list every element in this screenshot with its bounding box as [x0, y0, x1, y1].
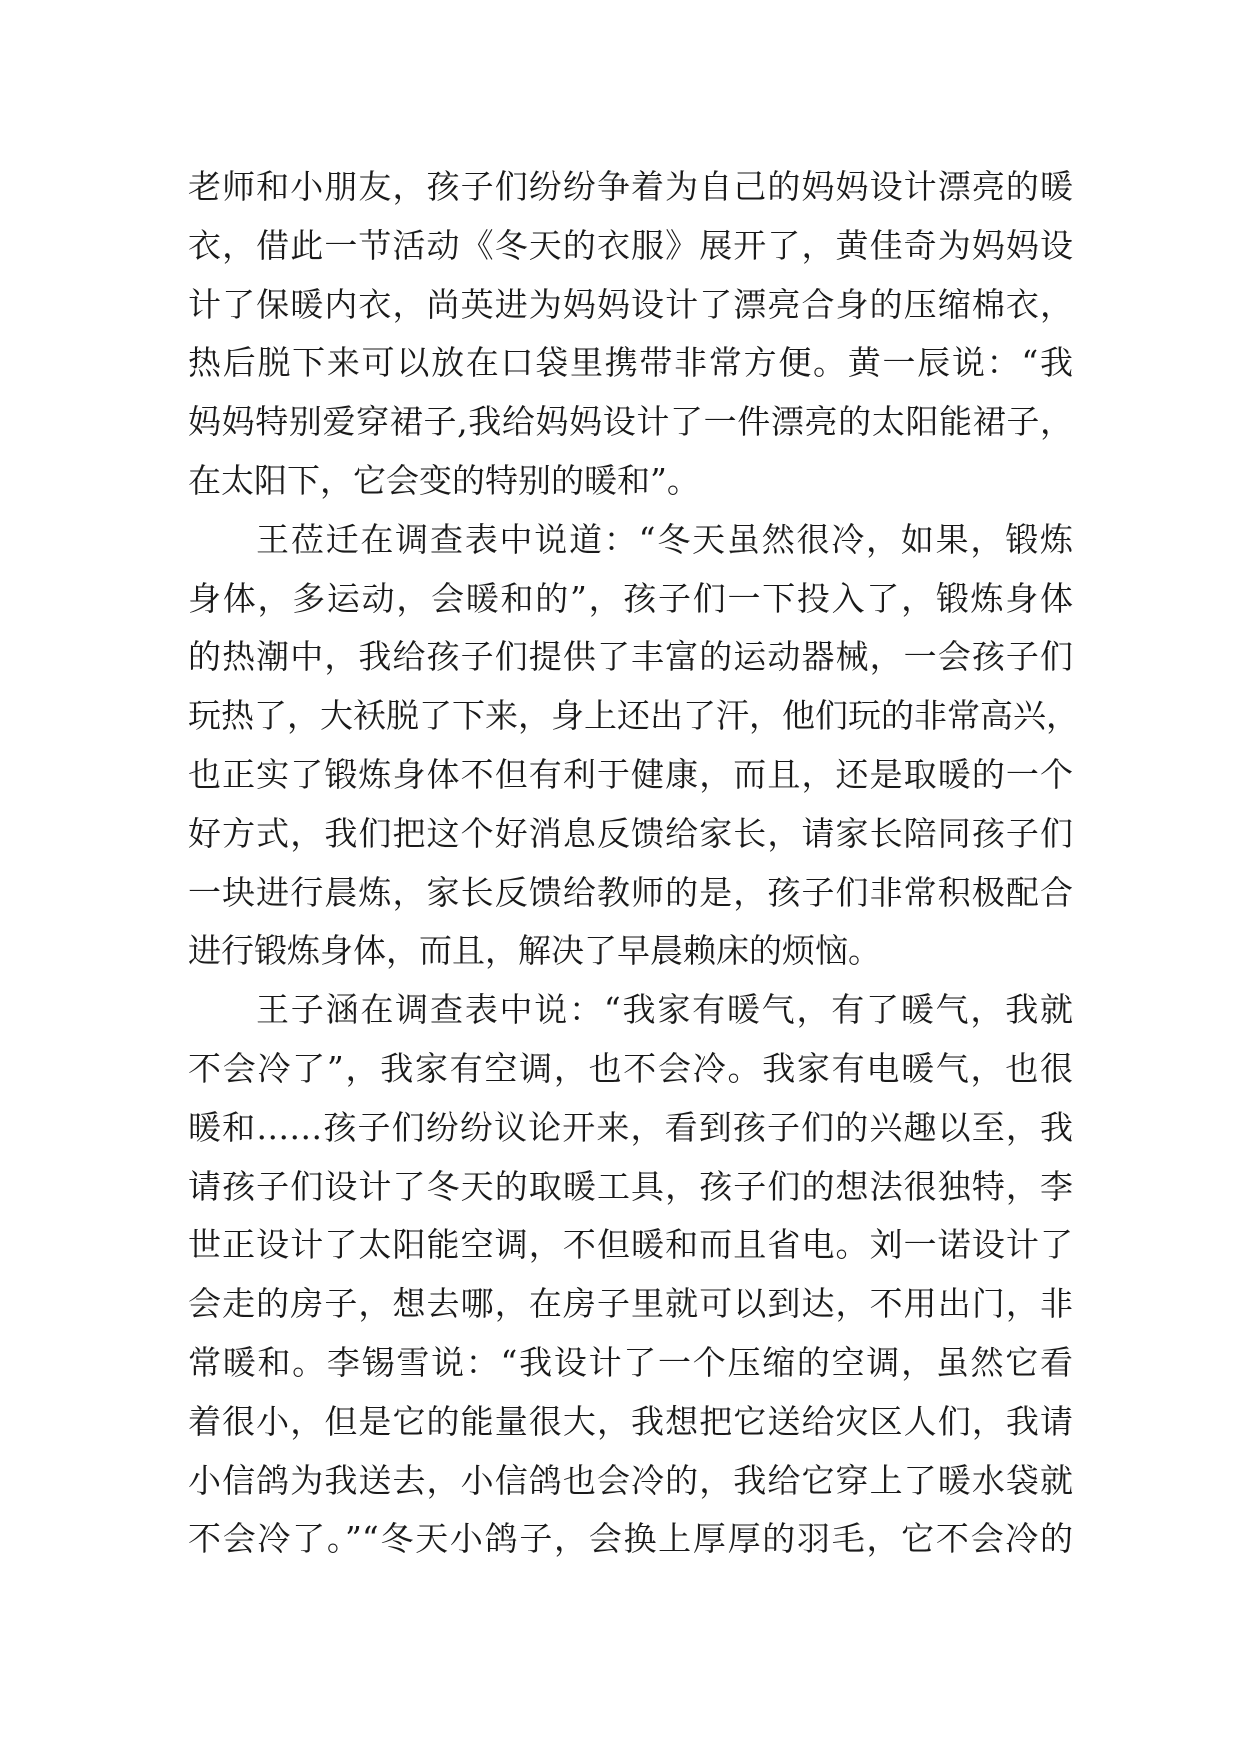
paragraph-1-line-5: 妈妈特别爱穿裙子,我给妈妈设计了一件漂亮的太阳能裙子， [188, 402, 1073, 442]
paragraph-3-line-3: 暖和……孩子们纷纷议论开来，看到孩子们的兴趣以至，我 [188, 1107, 1073, 1147]
paragraph-2-line-4: 玩热了，大袄脱了下来，身上还出了汗，他们玩的非常高兴， [188, 696, 1079, 736]
paragraph-3-line-1: 王子涵在调查表中说：“我家有暖气，有了暖气，我就 [256, 990, 1073, 1030]
paragraph-1-line-4: 热后脱下来可以放在口袋里携带非常方便。黄一辰说：“我 [188, 343, 1073, 383]
paragraph-3-line-2: 不会冷了”，我家有空调，也不会冷。我家有电暖气，也很 [188, 1048, 1073, 1088]
paragraph-2-line-1: 王莅迁在调查表中说道：“冬天虽然很冷，如果，锻炼 [256, 519, 1073, 559]
paragraph-3-line-10: 不会冷了。”“冬天小鸽子，会换上厚厚的羽毛，它不会冷的 [188, 1519, 1073, 1559]
paragraph-2-line-6: 好方式，我们把这个好消息反馈给家长，请家长陪同孩子们 [188, 813, 1073, 853]
paragraph-1-line-2: 衣，借此一节活动《冬天的衣服》展开了，黄佳奇为妈妈设 [188, 225, 1073, 265]
paragraph-2-line-5: 也正实了锻炼身体不但有利于健康，而且，还是取暖的一个 [188, 754, 1073, 794]
paragraph-3-line-7: 常暖和。李锡雪说：“我设计了一个压缩的空调，虽然它看 [188, 1342, 1073, 1382]
paragraph-3-line-5: 世正设计了太阳能空调，不但暖和而且省电。刘一诺设计了 [188, 1225, 1073, 1265]
paragraph-3-line-4: 请孩子们设计了冬天的取暖工具，孩子们的想法很独特，李 [188, 1166, 1073, 1206]
paragraph-3-line-8: 着很小，但是它的能量很大，我想把它送给灾区人们，我请 [188, 1401, 1073, 1441]
document-body [188, 158, 1079, 1569]
paragraph-3-line-6: 会走的房子，想去哪，在房子里就可以到达，不用出门，非 [188, 1284, 1073, 1324]
paragraph-3-line-9: 小信鸽为我送去，小信鸽也会冷的，我给它穿上了暖水袋就 [188, 1460, 1073, 1500]
paragraph-1-line-1: 老师和小朋友，孩子们纷纷争着为自己的妈妈设计漂亮的暖 [188, 167, 1073, 206]
paragraph-2-line-7: 一块进行晨炼，家长反馈给教师的是，孩子们非常积极配合 [188, 872, 1073, 912]
paragraph-1-line-6: 在太阳下，它会变的特别的暖和”。 [188, 460, 700, 500]
paragraph-2-line-8: 进行锻炼身体，而且，解决了早晨赖床的烦恼。 [188, 931, 881, 971]
paragraph-2-line-2: 身体，多运动，会暖和的”，孩子们一下投入了，锻炼身体 [188, 578, 1073, 618]
paragraph-1-line-3: 计了保暖内衣，尚英进为妈妈设计了漂亮合身的压缩棉衣， [188, 284, 1073, 324]
paragraph-2-line-3: 的热潮中，我给孩子们提供了丰富的运动器械，一会孩子们 [188, 637, 1073, 677]
